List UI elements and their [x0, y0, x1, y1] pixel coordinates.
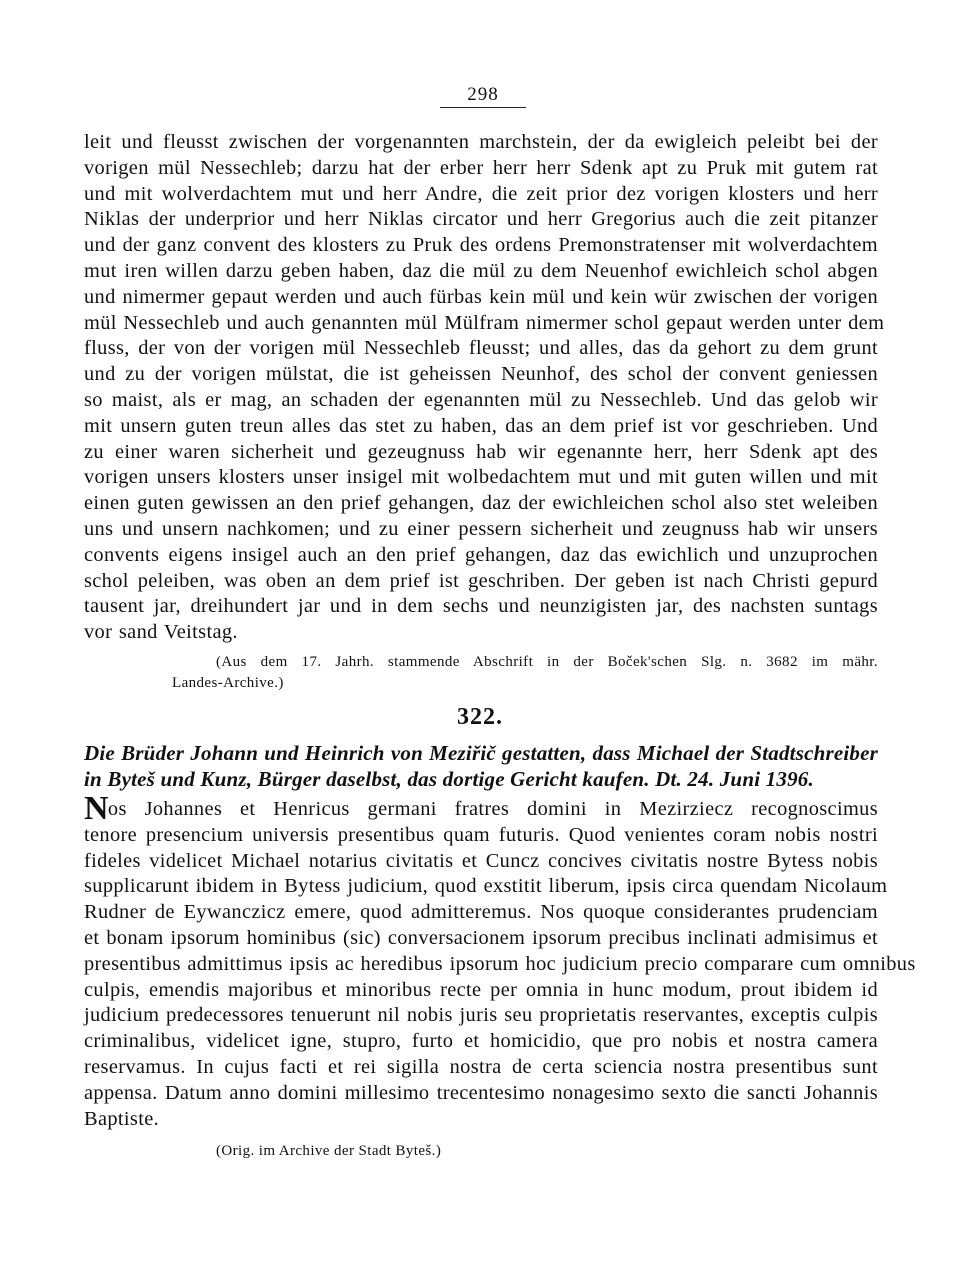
document-heading — [84, 740, 878, 792]
drop-cap: N — [84, 790, 109, 827]
text-line: reservamus. In cujus facti et rei sigilla nostra de certa sciencia nostra presentibus sunt — [84, 1055, 878, 1078]
text-line: schol peleiben, was oben an dem prief ist geschriben. Der geben ist nach Christi gepurd — [84, 569, 878, 592]
text-line: appensa. Datum anno domini millesimo trecentesimo nonagesimo sexto die sancti Johannis — [84, 1081, 878, 1104]
first-line-text: os Johannes et Henricus germani fratres domini in Mezirziecz recognoscimus — [107, 798, 878, 820]
text-line: convents eigens insigel auch an den prief gehangen, daz das ewichlich und unzuprochen — [84, 543, 878, 566]
text-line: tenore presencium universis presentibus quam futuris. Quod venientes coram nobis nostri — [84, 823, 878, 846]
text-line: so maist, als er mag, an schaden der egenannten mül zu Nessechleb. Und das gelob wir — [84, 388, 878, 411]
text-line: vorigen mül Nessechleb; darzu hat der erber herr herr Sdenk apt zu Pruk mit gutem rat — [84, 156, 878, 179]
text-line: zu einer waren sicherheit und gezeugnuss hab wir egenannte herr, herr Sdenk apt des — [84, 440, 878, 463]
heading-line: Die Brüder Johann und Heinrich von Meziřič gestatten, dass Michael der Stadtschreiber — [84, 741, 878, 765]
source-note-line: (Aus dem 17. Jahrh. stammende Abschrift in der Boček'schen Slg. n. 3682 im mähr. — [216, 654, 878, 670]
source-note-line: Landes-Archive.) — [172, 675, 284, 691]
text-line: vorigen unsers klosters unser insigel mit wolbedachtem mut und mit guten willen und mit — [84, 466, 878, 489]
text-line: Rudner de Eywanczicz emere, quod admitteremus. Nos quoque considerantes prudenciam — [84, 901, 878, 924]
text-line: und zu der vorigen mülstat, die ist geheissen Neunhof, des schol der convent geniessen — [84, 363, 878, 386]
text-line: und nimermer gepaut werden und auch fürbas kein mül und kein wür zwischen der vorigen — [84, 285, 878, 308]
text-line: mut iren willen darzu geben haben, daz die mül zu dem Neuenhof ewichleich schol abgen — [84, 259, 878, 282]
source-note: (Orig. im Archive der Stadt Byteš.) — [216, 1143, 442, 1159]
text-line: et bonam ipsorum hominibus (sic) conversacionem ipsorum precibus inclinati admisimus et — [84, 926, 878, 949]
heading-line: in Byteš und Kunz, Bürger daselbst, das dortige Gericht kaufen. Dt. 24. Juni 1396. — [84, 767, 814, 791]
text-line: supplicarunt ibidem in Bytess judicium, quod exstitit liberum, ipsis circa quendam Nicolaum — [84, 875, 888, 898]
text-line: Niklas der underprior und herr Niklas circator und herr Gregorius auch die zeit pitanzer — [84, 208, 878, 231]
text-line: mül Nessechleb und auch genannten mül Mülfram nimermer schol gepaut werden unter dem — [84, 311, 885, 334]
text-line: einen guten gewissen an den prief gehangen, daz der ewichleichen schol also stet weleiben — [84, 492, 878, 515]
text-line: leit und fleusst zwischen der vorgenannten marchstein, der da ewigleich peleibt bei der — [84, 131, 878, 153]
text-line: Baptiste. — [84, 1107, 160, 1130]
text-line: und mit wolverdachtem mut und herr Andre, die zeit prior dez vorigen klosters und herr — [84, 182, 878, 205]
text-line: vor sand Veitstag. — [84, 621, 238, 644]
paragraph-2 — [84, 790, 916, 1132]
text-line-first — [84, 790, 878, 827]
text-line: judicium predecessores tenuerunt nil nobis juris seu proprietatis reservantes, exceptis culpis — [84, 1004, 878, 1027]
text-line: uns und unsern nachkomen; und zu einer pessern sicherheit und zeugnuss hab wir unsers — [84, 517, 878, 540]
text-line: fideles videlicet Michael notarius civitatis et Cuncz concives civitatis nostre Bytess nobis — [84, 849, 878, 872]
text-line: und der ganz convent des klosters zu Pruk des ordens Premonstratenser mit wolverdachtem — [84, 234, 878, 257]
text-line: presentibus admittimus ipsis ac heredibus ipsorum hoc judicium precio comparare cum omnibus — [84, 952, 916, 975]
document-number: 322. — [457, 704, 503, 730]
text-line: culpis, emendis majoribus et minoribus recte per omnia in hunc modum, prout ibidem id — [84, 978, 878, 1001]
text-line: tausent jar, dreihundert jar und in dem sechs und neunzigisten jar, des nachsten suntags — [84, 595, 878, 618]
text-line: criminalibus, videlicet igne, stupro, furto et homicidio, que pro nobis et nostra camera — [84, 1030, 878, 1053]
text-line: fluss, der von der vorigen mül Nessechleb fleusst; und alles, das da gehort zu dem grunt — [84, 337, 878, 360]
page-number: 298 — [440, 84, 526, 108]
text-line: mit unsern guten treun alles das stet zu haben, das an dem prief ist vor geschrieben. Und — [84, 414, 878, 437]
paragraph-1 — [84, 130, 885, 646]
